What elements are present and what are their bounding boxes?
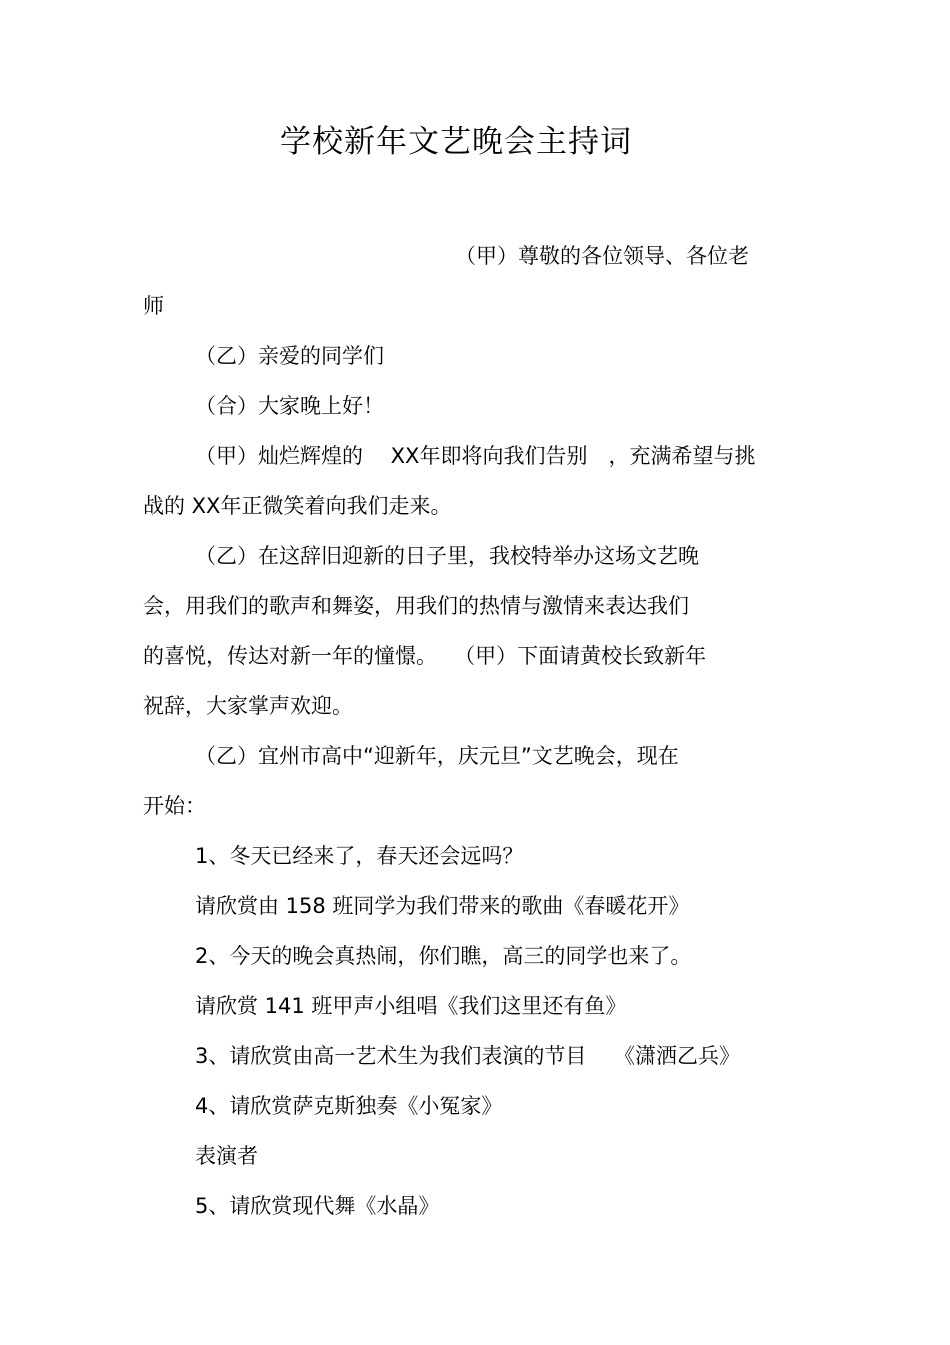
text-line: 祝辞，大家掌声欢迎。 xyxy=(143,694,353,718)
text-line: 的喜悦，传达对新一年的憧憬。 （甲）下面请黄校长致新年 xyxy=(143,644,707,668)
text-line: （乙）在这辞旧迎新的日子里，我校特举办这场文艺晚 xyxy=(195,544,699,568)
text-line: 表演者 xyxy=(195,1144,258,1168)
document-title: 学校新年文艺晚会主持词 xyxy=(280,124,632,160)
list-item: 2、今天的晚会真热闹，你们瞧，高三的同学也来了。 xyxy=(195,944,692,968)
text-line: （合）大家晚上好！ xyxy=(195,394,384,418)
text-line: 会，用我们的歌声和舞姿，用我们的热情与激情来表达我们 xyxy=(143,594,689,618)
list-item: 1、冬天已经来了，春天还会远吗？ xyxy=(195,844,524,868)
list-item: 4、请欣赏萨克斯独奏《小冤家》 xyxy=(195,1094,503,1118)
text-line: 开始： xyxy=(143,794,206,818)
text-line: 请欣赏由 158 班同学为我们带来的歌曲《春暖花开》 xyxy=(195,894,690,918)
text-line: （乙）亲爱的同学们 xyxy=(195,344,384,368)
text-line: 师 xyxy=(143,294,164,318)
text-line: 战的 XX年正微笑着向我们走来。 xyxy=(143,494,452,518)
list-item: 3、请欣赏由高一艺术生为我们表演的节目 《潇洒乙兵》 xyxy=(195,1044,741,1068)
text-line: （甲）灿烂辉煌的 XX年即将向我们告别 ，充满希望与挑 xyxy=(195,444,756,468)
text-line: 请欣赏 141 班甲声小组唱《我们这里还有鱼》 xyxy=(195,994,627,1018)
text-line: （乙）宜州市高中“迎新年，庆元旦”文艺晚会，现在 xyxy=(195,744,679,768)
text-line: （甲）尊敬的各位领导、各位老 xyxy=(455,244,749,268)
list-item: 5、请欣赏现代舞《水晶》 xyxy=(195,1194,440,1218)
